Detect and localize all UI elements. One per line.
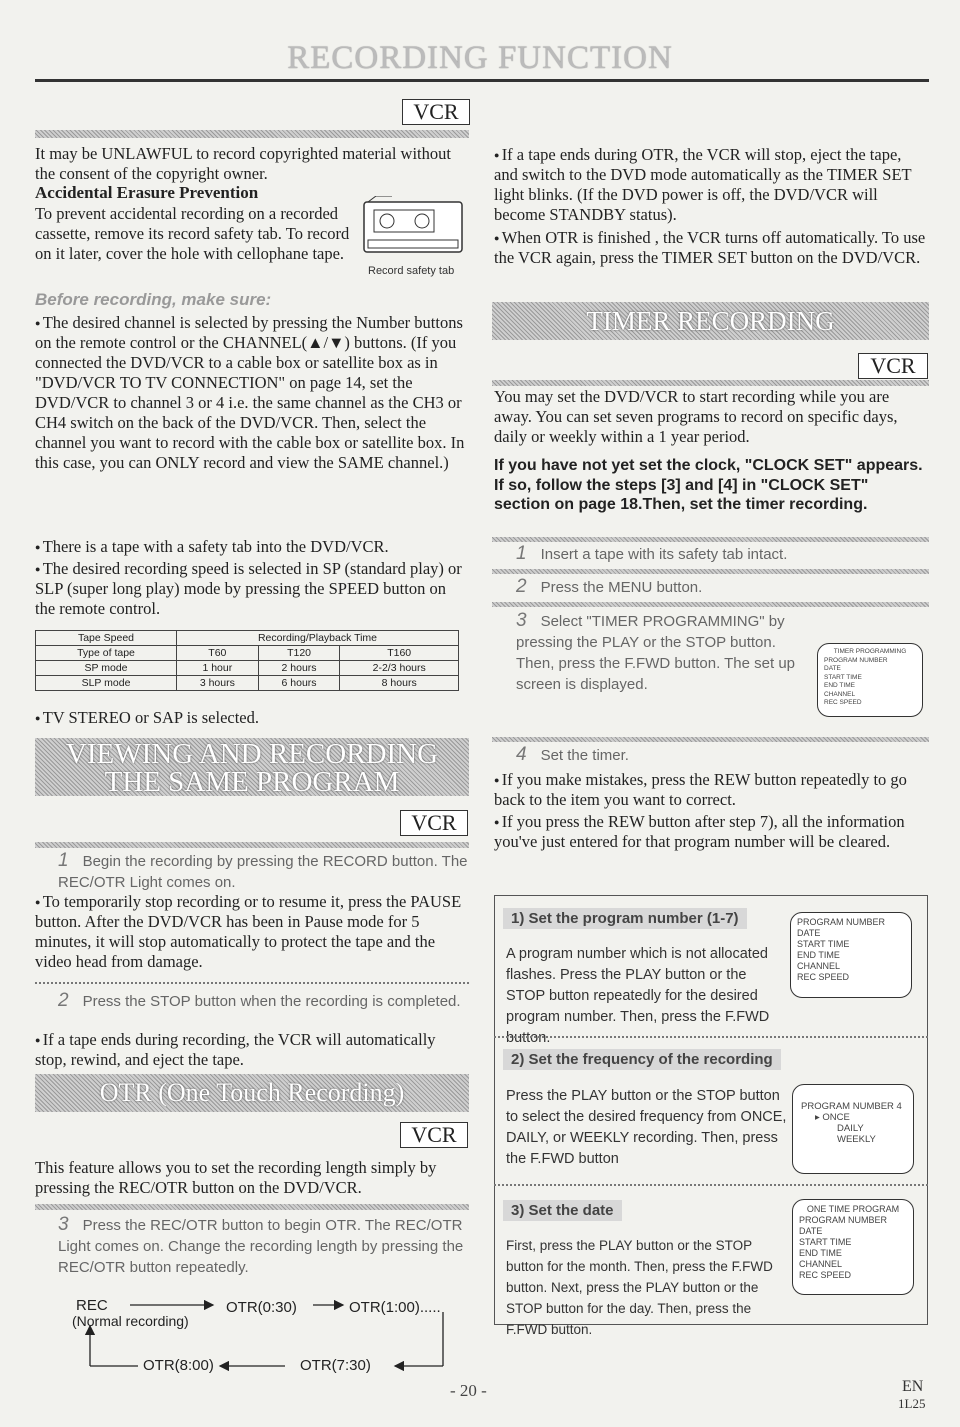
safety-tab-caption: Record safety tab	[368, 265, 455, 277]
timer-intro: You may set the DVD/VCR to start recording while you are away. You can set seven programs to record on specific days, daily or weekly within a 1 year period.	[494, 387, 898, 446]
lcd-line: REC SPEED	[824, 699, 862, 706]
timer-step-3	[516, 610, 816, 695]
lcd-line: TIMER PROGRAMMING	[833, 648, 907, 655]
step-text: Press the REC/OTR button to begin OTR. The REC/OTR Light comes on. Change the recording length by pressing the REC/OTR button repeatedly.	[58, 1217, 464, 1276]
step-text: Set the timer.	[540, 747, 629, 764]
bullet-stereo: ● TV STEREO or SAP is selected.	[35, 708, 469, 728]
sub2-text: Press the PLAY button or the STOP button to select the desired frequency from ONCE, DAILY, or WEEKLY recording. Then, press the F.FWD button	[506, 1088, 787, 1167]
flow-otr100: OTR(1:00).....	[349, 1299, 441, 1316]
speed-table	[35, 630, 459, 691]
viewing-title-2: THE SAME PROGRAM	[104, 766, 400, 798]
vcr-badge: VCR	[858, 353, 928, 379]
section-rule	[35, 1204, 469, 1210]
lcd-line: CHANNEL	[799, 1259, 843, 1269]
table-cell: 8 hours	[340, 676, 459, 691]
flow-otr800: OTR(8:00)	[143, 1357, 214, 1374]
erasure-text: To prevent accidental recording on a recorded cassette, remove its record safety tab. To record on it later, cover the hole with cellophane tape.	[35, 204, 350, 263]
lcd-line: WEEKLY	[837, 1134, 876, 1145]
otr-finished-bullet: ● When OTR is finished , the VCR turns off automatically. To use the VCR again, press the TIMER SET button on the DVD/VCR.	[494, 228, 928, 268]
erasure-heading: Accidental Erasure Prevention	[35, 183, 259, 202]
lcd-line: DATE	[797, 928, 821, 938]
date-screen	[792, 1199, 914, 1295]
lcd-line: ▸ ONCE	[815, 1112, 850, 1123]
sub3-title: 3) Set the date	[503, 1200, 622, 1221]
lcd-line: DAILY	[837, 1123, 864, 1134]
title-rule	[35, 79, 929, 82]
sub1-title: 1) Set the program number (1-7)	[503, 908, 747, 929]
otr-text: This feature allows you to set the recording length simply by pressing the REC/OTR button on the DVD/VCR.	[35, 1158, 437, 1197]
table-cell: 1 hour	[177, 661, 259, 676]
otr-title: OTR (One Touch Recording)	[99, 1078, 405, 1107]
timer-section-band	[492, 302, 929, 340]
table-row	[36, 661, 459, 676]
cassette-icon	[362, 196, 466, 256]
th-speed: Tape Speed	[36, 631, 177, 646]
otr-tape-end-bullet: ● If a tape ends during OTR, the VCR will stop, eject the tape, and switch to the DVD mode automatically as the TIMER SET light blinks. (If the DVD power is off, the DVD/VCR will become STANDBY status).	[494, 145, 928, 225]
col-t60: T60	[177, 646, 259, 661]
section-rule	[492, 602, 929, 607]
th-time: Recording/Playback Time	[177, 631, 459, 646]
viewing-title-1: VIEWING AND RECORDING	[65, 738, 439, 770]
bullet-channel: ● The desired channel is selected by pressing the Number buttons on the remote control or the CHANNEL(▲/▼) buttons. (If you connected the DVD/VCR to a cable box or satellite box as in "DVD/VCR TO TV CONNECTION" on page 14, set the DVD/VCR to channel 3 or 4 i.e. the same channel as the CH3 or CH4 switch on the back of the DVD/VCR. Then, select the channel you want to record with the cable box or satellite box. In this case, you can ONLY record and view the SAME channel.)	[35, 313, 465, 473]
table-row	[36, 676, 459, 691]
bullet-speed: ● The desired recording speed is selected in SP (standard play) or SLP (super long play) mode by pressing the SPEED button on the remote control.	[35, 559, 469, 619]
lcd-line: REC SPEED	[799, 1270, 852, 1280]
tape-end-bullet: ● If a tape ends during recording, the VCR will automatically stop, rewind, and eject the tape.	[35, 1030, 465, 1070]
program-number-screen	[790, 912, 912, 998]
th-type: Type of tape	[36, 646, 177, 661]
step-number: 1	[58, 850, 69, 871]
vcr-badge: VCR	[402, 99, 470, 125]
lcd-line: CHANNEL	[797, 961, 841, 971]
page-title: RECORDING FUNCTION	[287, 40, 673, 76]
flow-otr730: OTR(7:30)	[300, 1357, 371, 1374]
rew-bullet-1: ● If you make mistakes, press the REW button repeatedly to go back to the item you want to correct.	[494, 770, 928, 810]
before-heading: Before recording, make sure:	[35, 290, 272, 309]
table-cell: SLP mode	[36, 676, 177, 691]
vcr-badge: VCR	[400, 1122, 468, 1148]
sub3-text: First, press the PLAY button or the STOP button for the month. Then, press the F.FWD button. Next, press the PLAY button or the STOP button for the day. Then, press the F.FWD button.	[506, 1238, 773, 1337]
vcr-badge: VCR	[400, 810, 468, 836]
section-rule	[492, 380, 929, 386]
rew-bullet-2: ● If you press the REW button after step 7), all the information you've just entered for that program number will be cleared.	[494, 812, 928, 852]
timer-step-4	[516, 744, 926, 766]
timer-title: TIMER RECORDING	[586, 306, 835, 336]
step-number: 3	[58, 1214, 69, 1235]
table-cell: 6 hours	[258, 676, 340, 691]
copyright-intro: It may be UNLAWFUL to record copyrighted material without the consent of the copyright owner.	[35, 144, 451, 183]
viewing-section-band	[35, 738, 469, 796]
flow-normal: (Normal recording)	[72, 1313, 189, 1329]
dotted-rule	[494, 1184, 928, 1186]
section-rule	[35, 842, 469, 848]
col-t120: T120	[258, 646, 340, 661]
lcd-line: START TIME	[797, 939, 850, 949]
timer-step-1	[516, 543, 926, 565]
flow-arrows	[70, 1290, 470, 1380]
lcd-line: PROGRAM NUMBER 4	[801, 1101, 902, 1112]
lcd-line: END TIME	[797, 950, 840, 960]
col-t160: T160	[340, 646, 459, 661]
flow-rec: REC	[76, 1297, 108, 1314]
section-rule	[492, 569, 929, 574]
step-number: 3	[516, 610, 527, 631]
clock-note: If you have not yet set the clock, "CLOCK SET" appears. If so, follow the steps [3] and [4] in "CLOCK SET" section on page 18.Then, set the timer recording.	[494, 457, 923, 513]
lcd-line: CHANNEL	[824, 690, 856, 698]
table-cell: 2 hours	[258, 661, 340, 676]
lcd-line: END TIME	[799, 1248, 842, 1258]
lcd-line: PROGRAM NUMBER	[824, 656, 888, 664]
viewing-step-1	[58, 850, 468, 893]
lcd-line: DATE	[824, 665, 841, 672]
table-cell: SP mode	[36, 661, 177, 676]
step-number: 2	[58, 990, 69, 1011]
frequency-screen	[792, 1084, 914, 1174]
lcd-line: DATE	[799, 1226, 823, 1236]
step-number: 1	[516, 543, 527, 564]
sub1-text: A program number which is not allocated flashes. Press the PLAY button or the STOP button repeatedly for the desired program number. Then, press the F.FWD button.	[506, 946, 770, 1046]
step-text: Begin the recording by pressing the RECORD button. The REC/OTR Light comes on.	[58, 853, 468, 891]
section-rule	[492, 737, 929, 742]
lcd-line: START TIME	[799, 1237, 852, 1247]
footer-code: 1L25	[898, 1396, 926, 1411]
sub2-title: 2) Set the frequency of the recording	[503, 1049, 781, 1070]
section-rule	[492, 537, 929, 542]
lcd-line: ONE TIME PROGRAM	[806, 1204, 900, 1214]
timer-step-2	[516, 576, 926, 598]
otr-step-3	[58, 1214, 468, 1278]
dotted-rule	[494, 1036, 928, 1038]
section-rule	[35, 130, 469, 138]
viewing-step-2	[58, 990, 468, 1012]
page-number: - 20 -	[450, 1381, 487, 1400]
flow-otr030: OTR(0:30)	[226, 1299, 297, 1316]
dotted-rule	[35, 982, 469, 984]
timer-programming-screen	[817, 643, 923, 717]
step-number: 4	[516, 744, 527, 765]
pause-bullet: ● To temporarily stop recording or to resume it, press the PAUSE button. After the DVD/VCR has been in Pause mode for 5 minutes, it will stop automatically to protect the tape and the video head from damage.	[35, 892, 465, 972]
step-text: Press the MENU button.	[540, 579, 703, 596]
table-cell: 2-2/3 hours	[340, 661, 459, 676]
lcd-line: PROGRAM NUMBER	[797, 917, 886, 927]
otr-section-band	[35, 1074, 469, 1112]
table-cell: 3 hours	[177, 676, 259, 691]
lcd-line: START TIME	[824, 673, 862, 681]
footer-lang: EN	[902, 1378, 924, 1395]
lcd-line: REC SPEED	[797, 972, 850, 982]
step-number: 2	[516, 576, 527, 597]
lcd-line: PROGRAM NUMBER	[799, 1215, 888, 1225]
step-text: Insert a tape with its safety tab intact.	[540, 546, 788, 563]
step-text: Select "TIMER PROGRAMMING" by pressing the PLAY or the STOP button. Then, press the F.FWD button. The set up screen is displayed.	[516, 613, 796, 693]
step-text: Press the STOP button when the recording is completed.	[82, 993, 461, 1010]
bullet-tape: ● There is a tape with a safety tab into the DVD/VCR.	[35, 537, 469, 557]
lcd-line: END TIME	[824, 682, 855, 689]
